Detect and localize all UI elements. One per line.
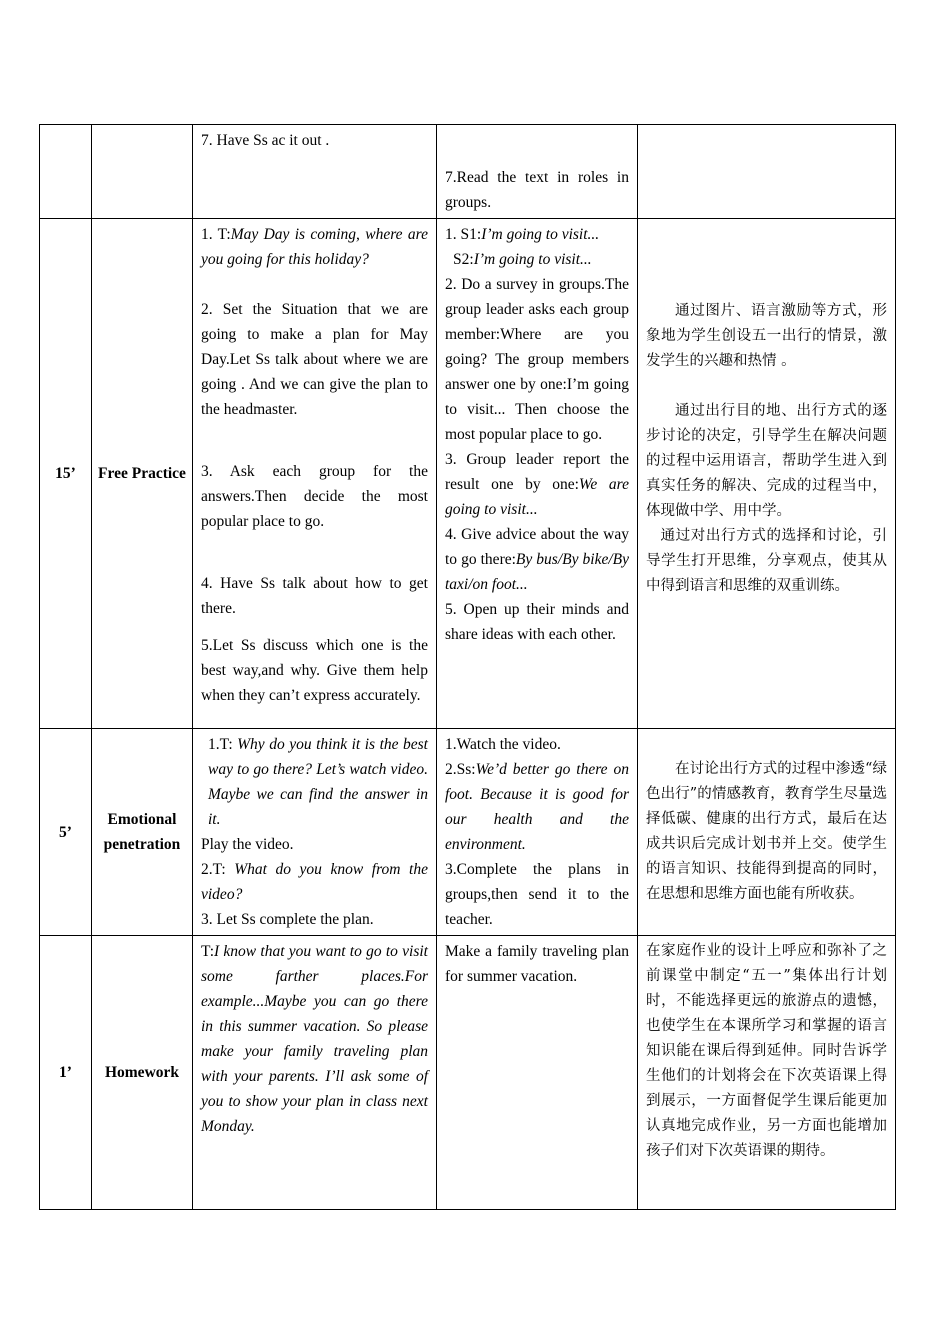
teacher-activity-cell bbox=[193, 125, 437, 219]
student-activity-text: 5. Open up their minds and share ideas with each other. bbox=[445, 601, 629, 643]
student-activity-cell bbox=[437, 936, 638, 1210]
time-cell: 5’ bbox=[40, 729, 92, 936]
teacher-activity-cell bbox=[193, 936, 437, 1210]
student-activity-text: 2. Do a survey in groups.The group leader asks each group member:Where are you going? The group members answer one by one:I’m going to visit... Then choose the most popular place to go. bbox=[445, 276, 629, 443]
purpose-cell bbox=[638, 219, 896, 729]
step-cell: Homework bbox=[92, 936, 193, 1210]
table-row bbox=[40, 125, 896, 219]
step-cell bbox=[92, 125, 193, 219]
teacher-activity-text: 4. Have Ss talk about how to get there. bbox=[201, 575, 428, 617]
student-activity-cell bbox=[437, 219, 638, 729]
purpose-cell bbox=[638, 936, 896, 1210]
student-activity-cell bbox=[437, 125, 638, 219]
purpose-text: 在家庭作业的设计上呼应和弥补了之前课堂中制定“五一”集体出行计划时，不能选择更远的旅游点的遗憾，也使学生在本课所学习和掌握的语言知识能在课后得到延伸。同时告诉学生他们的计划将会在下次英语课上得到展示，一方面督促学生课后能更加认真地完成作业，另一方面也能增加孩子们对下次英语课的期待。 bbox=[646, 943, 887, 1159]
step-cell: Free Practice bbox=[92, 219, 193, 729]
purpose-text: 通过图片、语言激励等方式，形象地为学生创设五一出行的情景，激发学生的兴趣和热情 。 bbox=[646, 302, 887, 369]
student-activity-text: S2:I’m going to visit... bbox=[453, 251, 592, 268]
teacher-activity-cell bbox=[193, 729, 437, 936]
purpose-text: 在讨论出行方式的过程中渗透“绿色出行”的情感教育，教育学生尽量选择低碳、健康的出行方式，最后在达成共识后完成计划书并上交。使学生的语言知识、技能得到提高的同时，在思想和思维方面也能有所收获。 bbox=[646, 761, 887, 902]
teacher-activity-text: 1.T: Why do you think it is the best way to go there? Let’s watch video. Maybe we can find the answer in it. bbox=[208, 736, 428, 828]
teacher-activity-text: 2. Set the Situation that we are going to make a plan for May Day.Let Ss talk about where we are going . And we can give the plan to the headmaster. bbox=[201, 301, 428, 418]
purpose-text: 通过出行目的地、出行方式的逐步讨论的决定，引导学生在解决问题的过程中运用语言，帮助学生进入到真实任务的解决、完成的过程当中，体现做中学、用中学。 bbox=[646, 402, 887, 519]
step-cell: Emotional penetration bbox=[92, 729, 193, 936]
purpose-cell bbox=[638, 125, 896, 219]
table-row bbox=[40, 219, 896, 729]
teacher-activity-text: 1. T:May Day is coming, where are you going for this holiday? bbox=[201, 226, 428, 268]
time-cell: 15’ bbox=[40, 219, 92, 729]
teacher-activity-text: 2.T: What do you know from the video? bbox=[201, 861, 428, 903]
lesson-plan-table bbox=[39, 124, 896, 1210]
student-activity-text: Make a family traveling plan for summer vacation. bbox=[445, 943, 629, 985]
student-activity-text: 3.Complete the plans in groups,then send it to the teacher. bbox=[445, 861, 629, 928]
time-cell bbox=[40, 125, 92, 219]
student-activity-text: 4. Give advice about the way to go there:By bus/By bike/By taxi/on foot... bbox=[445, 526, 629, 593]
student-activity-cell bbox=[437, 729, 638, 936]
teacher-activity-cell bbox=[193, 219, 437, 729]
student-activity-text: 1.Watch the video. bbox=[445, 736, 561, 753]
teacher-activity-text: Play the video. bbox=[201, 836, 294, 853]
teacher-activity-text: 7. Have Ss ac it out . bbox=[201, 132, 330, 149]
table-row bbox=[40, 729, 896, 936]
purpose-text: 通过对出行方式的选择和讨论，引导学生打开思维，分享观点，使其从中得到语言和思维的双重训练。 bbox=[646, 527, 887, 594]
teacher-activity-text: 5.Let Ss discuss which one is the best way,and why. Give them help when they can’t express accurately. bbox=[201, 637, 428, 704]
time-cell: 1’ bbox=[40, 936, 92, 1210]
student-activity-text: 3. Group leader report the result one by one:We are going to visit... bbox=[445, 451, 629, 518]
teacher-activity-text: 3. Let Ss complete the plan. bbox=[201, 911, 374, 928]
teacher-activity-text: T:I know that you want to go to visit some farther places.For example...Maybe you can go there in this summer vacation. So please make your family traveling plan with your parents. I’ll ask some of you to show your plan in class next Monday. bbox=[201, 943, 428, 1135]
student-activity-text: 7.Read the text in roles in groups. bbox=[445, 169, 629, 211]
purpose-cell bbox=[638, 729, 896, 936]
student-activity-text: 2.Ss:We’d better go there on foot. Because it is good for our health and the environment. bbox=[445, 761, 629, 853]
teacher-activity-text: 3. Ask each group for the answers.Then decide the most popular place to go. bbox=[201, 463, 428, 530]
student-activity-text: 1. S1:I’m going to visit... bbox=[445, 226, 600, 243]
table-row bbox=[40, 936, 896, 1210]
